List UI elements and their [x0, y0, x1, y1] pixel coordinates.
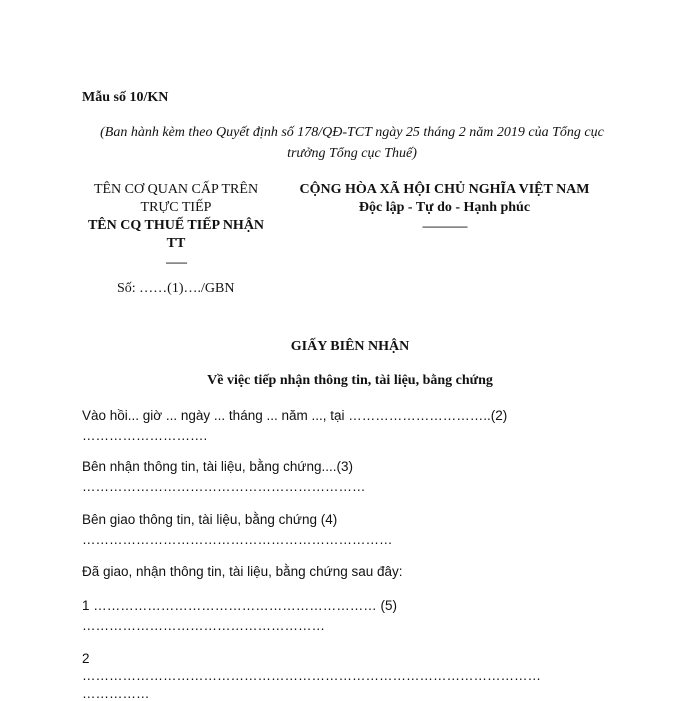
document-subtitle: Về việc tiếp nhận thông tin, tài liệu, bằng chứng	[207, 373, 493, 388]
national-heading-block	[282, 181, 607, 235]
item-2-line: …………………………………………………………………………………………	[82, 668, 541, 683]
item-2-continuation: ……………	[82, 686, 150, 701]
handover-statement: Đã giao, nhận thông tin, tài liệu, bằng chứng sau đây:	[82, 564, 403, 579]
item-1-continuation: ………………………………………………	[82, 618, 325, 633]
item-1-line: 1 ……………………………………………………… (5)	[82, 598, 398, 613]
republic-heading: CỘNG HÒA XÃ HỘI CHỦ NGHĨA VIỆT NAM	[299, 182, 590, 197]
item-2-number: 2	[82, 651, 90, 666]
national-motto: Độc lập - Tự do - Hạnh phúc	[358, 200, 531, 215]
time-place-line: Vào hồi... giờ ... ngày ... tháng ... năm ..., tại …………………………..(2)	[82, 408, 508, 423]
receiving-agency-line2: TT	[166, 236, 186, 251]
receiver-continuation: ………………………………………………………	[82, 479, 366, 494]
giver-line: Bên giao thông tin, tài liệu, bằng chứng (4)	[82, 512, 338, 527]
document-number: Số: ……(1)…./GBN	[117, 281, 235, 296]
issued-note: (Ban hành kèm theo Quyết định số 178/QĐ-TCT ngày 25 tháng 2 năm 2019 của Tổng cục trưởng Tổng cục Thuế)	[100, 125, 604, 161]
time-place-continuation: ……………………….	[82, 428, 208, 443]
form-number: Mẫu số 10/KN	[82, 90, 169, 105]
agency-block	[78, 181, 274, 271]
receiving-agency-line1: TÊN CQ THUẾ TIẾP NHẬN	[87, 218, 265, 233]
document-title: GIẤY BIÊN NHẬN	[290, 339, 410, 354]
superior-agency-line2: TRỰC TIẾP	[140, 200, 212, 215]
giver-continuation: ……………………………………………………………	[82, 532, 393, 547]
agency-divider: -------	[165, 255, 187, 269]
motto-divider: ---------------	[422, 219, 467, 233]
superior-agency-line1: TÊN CƠ QUAN CẤP TRÊN	[93, 182, 259, 197]
receiver-line: Bên nhận thông tin, tài liệu, bằng chứng....(3)	[82, 459, 353, 474]
